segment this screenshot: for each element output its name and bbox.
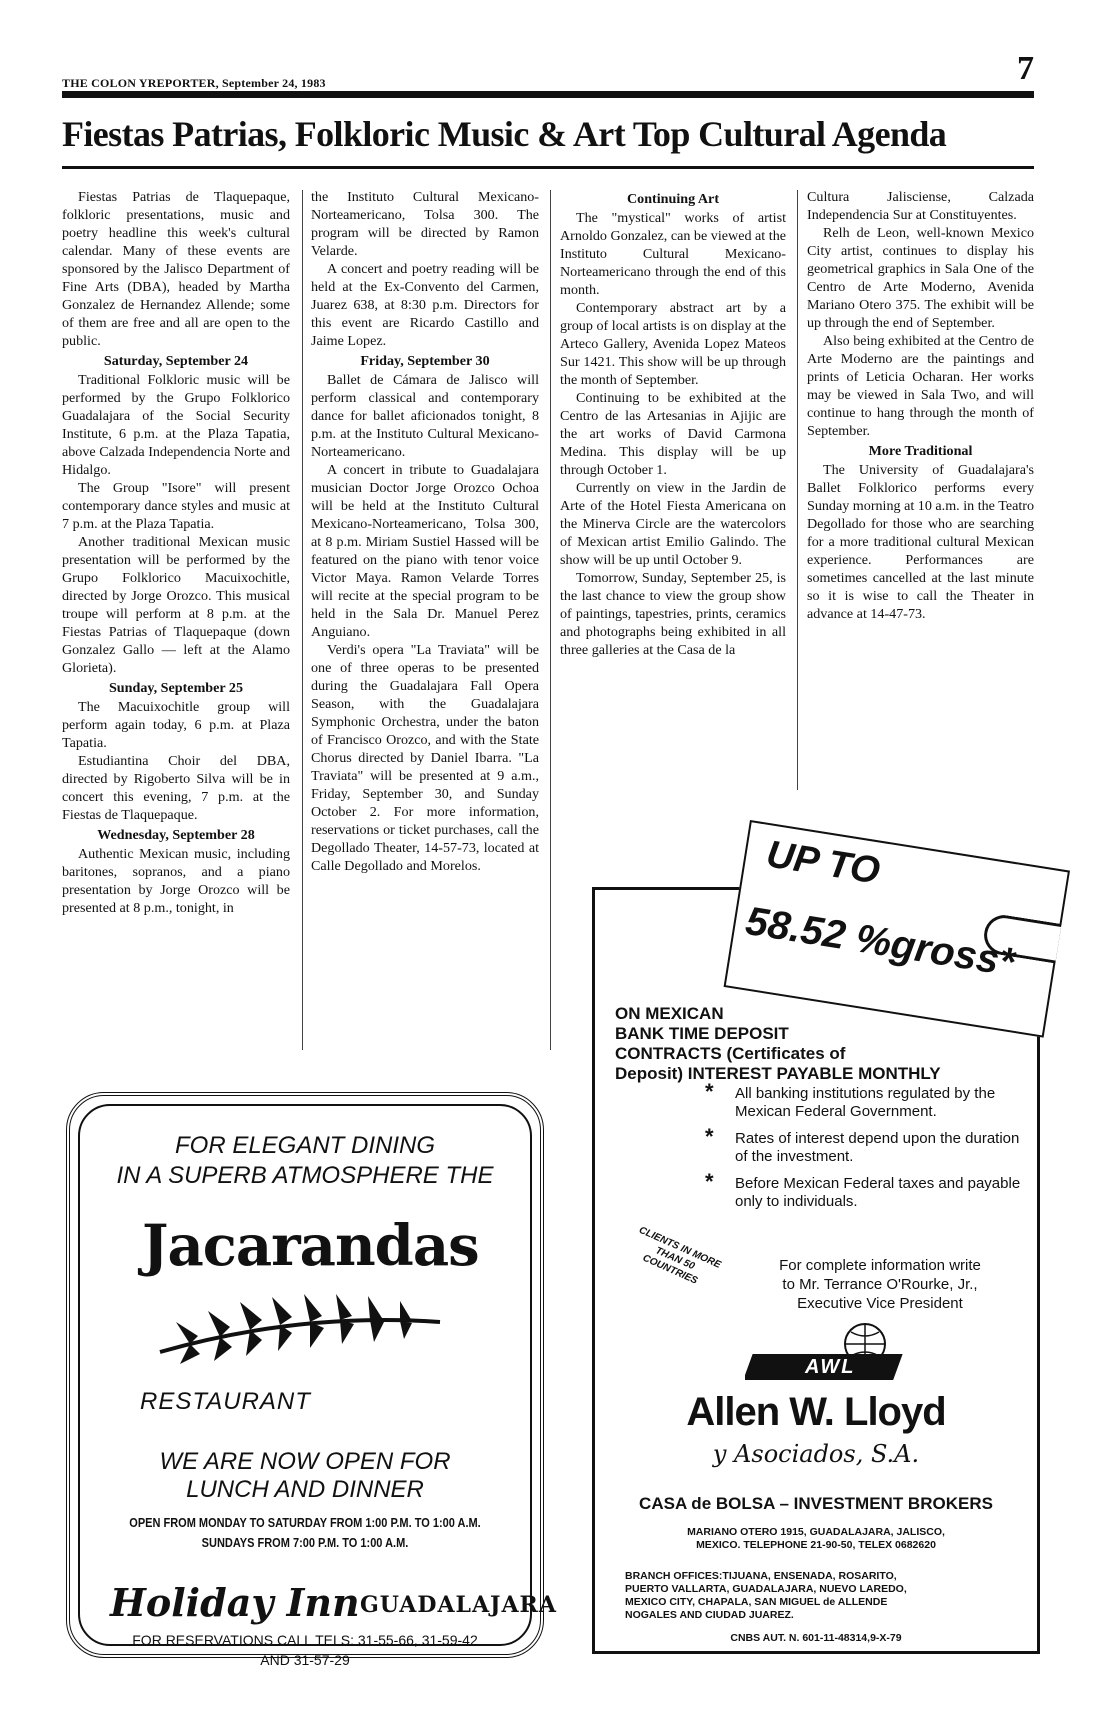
company-associates: y Asociados, S.A. <box>712 1440 920 1468</box>
opening-line: WE ARE NOW OPEN FOR <box>159 1448 451 1475</box>
article-paragraph: The Macuixochitle group will perform again today, 6 p.m. at Plaza Tapatia. <box>62 699 290 751</box>
branch-line: NOGALES AND CIUDAD JUAREZ. <box>625 1609 794 1621</box>
list-item <box>705 1079 1025 1121</box>
article-paragraph: Cultura Jalisciense, Calzada Independencia Sur at Constituyentes. <box>807 189 1034 223</box>
rate-prefix: UP TO <box>763 833 883 893</box>
jacaranda-branch-icon <box>150 1292 450 1372</box>
list-item <box>705 1124 1025 1166</box>
article-paragraph: The University of Guadalajara's Ballet Folklorico performs every Sunday morning at 10 a.m. in the Teatro Degollado for those who are searching for a more traditional cultural Mexican experience. Performances are sometimes cancelled at the last minute so it is wise to call the Theater in advance at 14-47-73. <box>807 462 1034 622</box>
article-paragraph: Relh de Leon, well-known Mexico City artist, continues to display his geometrical graphics in Sala One of the Centro de Arte Moderno, Avenida Mariano Otero 375. The exhibit will be up through the end of September. <box>807 225 1034 331</box>
article-paragraph: Also being exhibited at the Centro de Arte Moderno are the paintings and prints of Leticia Ocharan. Her works may be viewed in Sala Two, and will continue to hang through the month of September. <box>807 333 1034 439</box>
branch-line: BRANCH OFFICES:TIJUANA, ENSENADA, ROSARITO, <box>625 1570 897 1582</box>
article-column-4 <box>807 188 1034 623</box>
list-item-text: All banking institutions regulated by the Mexican Federal Government. <box>735 1085 996 1120</box>
hotel-city: GUADALAJARA <box>360 1592 557 1618</box>
logo-text: AWL <box>805 1356 856 1378</box>
article-paragraph: Estudiantina Choir del DBA, directed by Rigoberto Silva will be in concert this evening, 7 p.m. at the Fiestas de Tlaquepaque. <box>62 753 290 823</box>
article-paragraph: Another traditional Mexican music presentation will be performed by the Grupo Folklorico Macuixochitle, directed by Jorge Orozco. This musical troupe will perform at 8 p.m. at the Fiestas Patrias of Tlaquepaque (down Gonzalez Gallo — left at the Alamo Glorieta). <box>62 534 290 676</box>
article-paragraph: The Group "Isore" will present contemporary dance styles and music at 7 p.m. at the Plaza Tapatia. <box>62 480 290 532</box>
article-paragraph: A concert and poetry reading will be held at the Ex-Convento del Carmen, Juarez 638, at 8:30 p.m. Directors for this event are Ricardo Castillo and Jaime Lopez. <box>311 261 539 349</box>
opening-hours: SUNDAYS FROM 7:00 P.M. TO 1:00 A.M. <box>201 1536 409 1550</box>
asterisk-icon: * <box>705 1169 714 1194</box>
company-address <box>595 1526 1037 1552</box>
section-subhead: Continuing Art <box>626 191 720 207</box>
branch-line: PUERTO VALLARTA, GUADALAJARA, NUEVO LAREDO, <box>625 1583 907 1595</box>
article-paragraph: Verdi's opera "La Traviata" will be one of three operas to be presented during the Guadalajara Fall Opera Season, with the Guadalajara Symphonic Orchestra, under the baton of Francisco Orozco, and with the State Chorus directed by Daniel Ibarra. "La Traviata" will be presented at 9 a.m., Friday, September 30, and Sunday October 2. For more information, reservations or ticket purchases, call the Degollado Theater, 14-57-73, located at Calle Degollado and Morelos. <box>311 642 539 874</box>
article-paragraph: Continuing to be exhibited at the Centro de las Artesanias in Ajijic are the art works of David Carmona Medina. This display will be up through October 1. <box>560 390 786 478</box>
page-headline: Fiestas Patrias, Folkloric Music & Art Top Cultural Agenda <box>62 114 947 154</box>
rate-value: 58.52 %gross <box>742 898 1003 983</box>
article-paragraph: Tomorrow, Sunday, September 25, is the last chance to view the group show of paintings, tapestries, prints, ceramics and photographs being exhibited in all three galleries at the Casa de la <box>560 570 786 658</box>
section-subhead: Wednesday, September 28 <box>97 827 255 843</box>
company-name: Allen W. Lloyd <box>686 1390 946 1434</box>
opening-hours: OPEN FROM MONDAY TO SATURDAY FROM 1:00 P.M. TO 1:00 A.M. <box>129 1516 481 1530</box>
column-divider <box>797 190 798 790</box>
bank-line: CONTRACTS (Certificates of <box>615 1044 846 1063</box>
list-item <box>705 1169 1025 1211</box>
reservation-phones: AND 31-57-29 <box>260 1652 350 1668</box>
section-subhead: More Traditional <box>868 443 973 459</box>
masthead-rule <box>62 91 1034 98</box>
masthead <box>62 52 1034 92</box>
article-paragraph: Currently on view in the Jardin de Arte of the Hotel Fiesta Americana on the Minerva Circle are the watercolors of Mexican artist Emilio Galindo. The show will be up until October 9. <box>560 480 786 568</box>
reservation-phones: FOR RESERVATIONS CALL TELS: 31-55-66, 31-59-42 <box>132 1632 478 1648</box>
page-number: 7 <box>1017 50 1034 87</box>
bank-line: ON MEXICAN <box>615 1004 724 1023</box>
list-item-text: Rates of interest depend upon the duration of the investment. <box>735 1130 1020 1165</box>
paper-dateline: THE COLON YREPORTER, September 24, 1983 <box>62 76 326 90</box>
address-line: MEXICO. TELEPHONE 21-90-50, TELEX 0682620 <box>696 1539 936 1551</box>
ad-tagline: FOR ELEGANT DINING <box>174 1132 436 1159</box>
bank-line: BANK TIME DEPOSIT <box>615 1024 789 1043</box>
address-line: MARIANO OTERO 1915, GUADALAJARA, JALISCO, <box>687 1526 945 1538</box>
company-type: CASA de BOLSA – INVESTMENT BROKERS <box>639 1494 993 1513</box>
article-paragraph: A concert in tribute to Guadalajara musician Doctor Jorge Orozco Ochoa will be held at the Instituto Cultural Mexicano-Norteamericano, Tolsa 300, at 8 p.m. Miriam Sustiel Hassed will be featured on the piano with tenor voice Victor Maya. Ramon Velarde Torres will recite at the special program to be held in the Sala Dr. Manuel Perez Anguiano. <box>311 462 539 640</box>
article-column-1 <box>62 188 290 917</box>
clients-badge: CLIENTS IN MORE THAN 50 COUNTRIES <box>637 1224 723 1287</box>
article-paragraph: Ballet de Cámara de Jalisco will perform classical and contemporary dance for ballet aficionados tonight, 8 p.m. at the Instituto Cultural Mexicano-Norteamericano. <box>311 372 539 460</box>
contact-line: Executive Vice President <box>797 1295 963 1312</box>
branch-offices <box>625 1570 907 1622</box>
hotel-logo: Holiday Inn <box>110 1580 360 1625</box>
bank-line: Deposit) INTEREST PAYABLE MONTHLY <box>615 1064 941 1083</box>
list-item-text: Before Mexican Federal taxes and payable only to individuals. <box>735 1175 1021 1210</box>
article-paragraph: the Instituto Cultural Mexicano-Norteamericano, Tolsa 300. The program will be directed by Ramon Velarde. <box>311 189 539 259</box>
contact-line: For complete information write <box>779 1257 981 1274</box>
column-divider <box>550 190 551 1050</box>
bank-deposit-text <box>615 1004 941 1084</box>
ad-tagline: IN A SUPERB ATMOSPHERE THE <box>116 1162 494 1189</box>
contact-info <box>735 1256 1025 1313</box>
article-paragraph: The "mystical" works of artist Arnoldo Gonzalez, can be viewed at the Instituto Cultural Mexicano-Norteamericano through the end of this month. <box>560 210 786 298</box>
jacarandas-advertisement <box>66 1092 557 1668</box>
branch-line: MEXICO CITY, CHAPALA, SAN MIGUEL de ALLENDE <box>625 1596 888 1608</box>
restaurant-name: Jacarandas <box>142 1213 479 1279</box>
asterisk-icon: * <box>705 1079 714 1104</box>
awl-logo <box>745 1320 935 1384</box>
article-paragraph: Authentic Mexican music, including baritones, sopranos, and a piano presentation by Jorge Orozco will be presented at 8 p.m., tonight, in <box>62 846 290 916</box>
asterisk-icon: * <box>995 938 1018 985</box>
article-column-2 <box>311 188 539 875</box>
asterisk-icon: * <box>705 1124 714 1149</box>
authorization-number: CNBS AUT. N. 601-11-48314,9-X-79 <box>730 1632 902 1644</box>
headline-rule <box>62 166 1034 169</box>
article-paragraph: Fiestas Patrias de Tlaquepaque, folkloric presentations, music and poetry headline this week's cultural calendar. Many of these events are sponsored by the Jalisco Department of Fine Arts (DBA), headed by Martha Gonzalez de Hernandez Allende; some of them are free and all are open to the public. <box>62 189 290 349</box>
contact-line: to Mr. Terrance O'Rourke, Jr., <box>782 1276 978 1293</box>
article-column-3 <box>560 188 786 659</box>
section-subhead: Friday, September 30 <box>360 353 490 369</box>
feature-list <box>705 1079 1025 1220</box>
column-divider <box>302 190 303 1050</box>
interest-rate <box>743 899 1018 986</box>
opening-line: LUNCH AND DINNER <box>186 1476 424 1503</box>
article-paragraph: Traditional Folkloric music will be performed by the Grupo Folklorico Guadalajara of the Social Security Institute, 6 p.m. at the Plaza Tapatia, above Calzada Independencia Norte and Hidalgo. <box>62 372 290 478</box>
restaurant-label: RESTAURANT <box>140 1388 311 1415</box>
section-subhead: Saturday, September 24 <box>103 353 249 369</box>
section-subhead: Sunday, September 25 <box>108 680 244 696</box>
article-paragraph: Contemporary abstract art by a group of local artists is on display at the Arteco Gallery, Avenida Lopez Mateos Sur 1421. This show will be up through the month of September. <box>560 300 786 388</box>
